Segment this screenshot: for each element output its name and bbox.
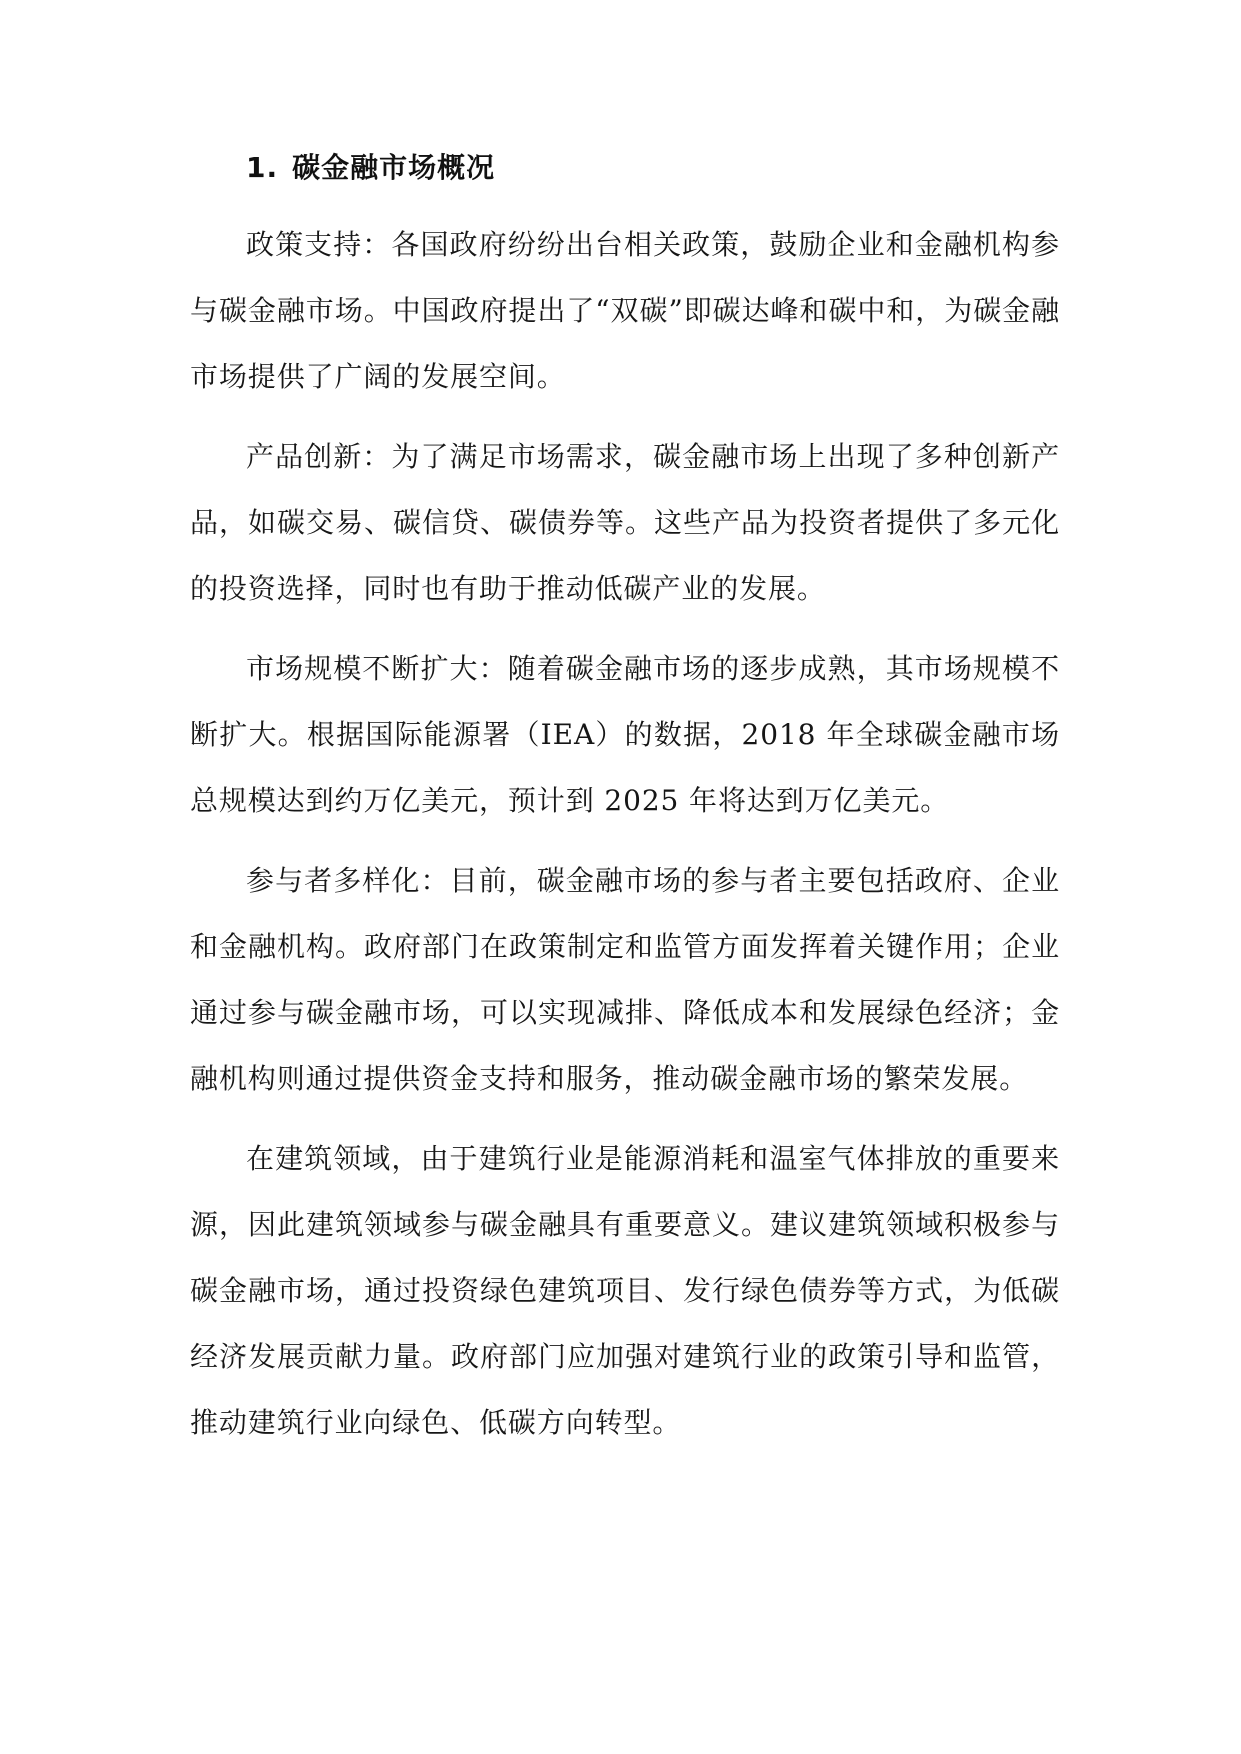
section-heading [190,148,1060,188]
document-body [190,148,1060,1456]
paragraph-participants: 参与者多样化：目前，碳金融市场的参与者主要包括政府、企业和金融机构。政府部门在政策制定和监管方面发挥着关键作用；企业通过参与碳金融市场，可以实现减排、降低成本和发展绿色经济；金融机构则通过提供资金支持和服务，推动碳金融市场的繁荣发展。 [190,864,1060,1095]
section-number: 1. [246,151,279,184]
paragraph-policy-support: 政策支持：各国政府纷纷出台相关政策，鼓励企业和金融机构参与碳金融市场。中国政府提出了“双碳”即碳达峰和碳中和，为碳金融市场提供了广阔的发展空间。 [190,228,1060,393]
paragraph-product-innovation: 产品创新：为了满足市场需求，碳金融市场上出现了多种创新产品，如碳交易、碳信贷、碳债券等。这些产品为投资者提供了多元化的投资选择，同时也有助于推动低碳产业的发展。 [190,440,1060,605]
paragraph-market-scale: 市场规模不断扩大：随着碳金融市场的逐步成熟，其市场规模不断扩大。根据国际能源署（IEA）的数据，2018 年全球碳金融市场总规模达到约万亿美元，预计到 2025 年将达到万亿美元。 [190,652,1060,817]
section-title: 碳金融市场概况 [292,151,496,184]
paragraph-construction-sector: 在建筑领域，由于建筑行业是能源消耗和温室气体排放的重要来源，因此建筑领域参与碳金融具有重要意义。建议建筑领域积极参与碳金融市场，通过投资绿色建筑项目、发行绿色债券等方式，为低碳经济发展贡献力量。政府部门应加强对建筑行业的政策引导和监管，推动建筑行业向绿色、低碳方向转型。 [190,1142,1060,1439]
